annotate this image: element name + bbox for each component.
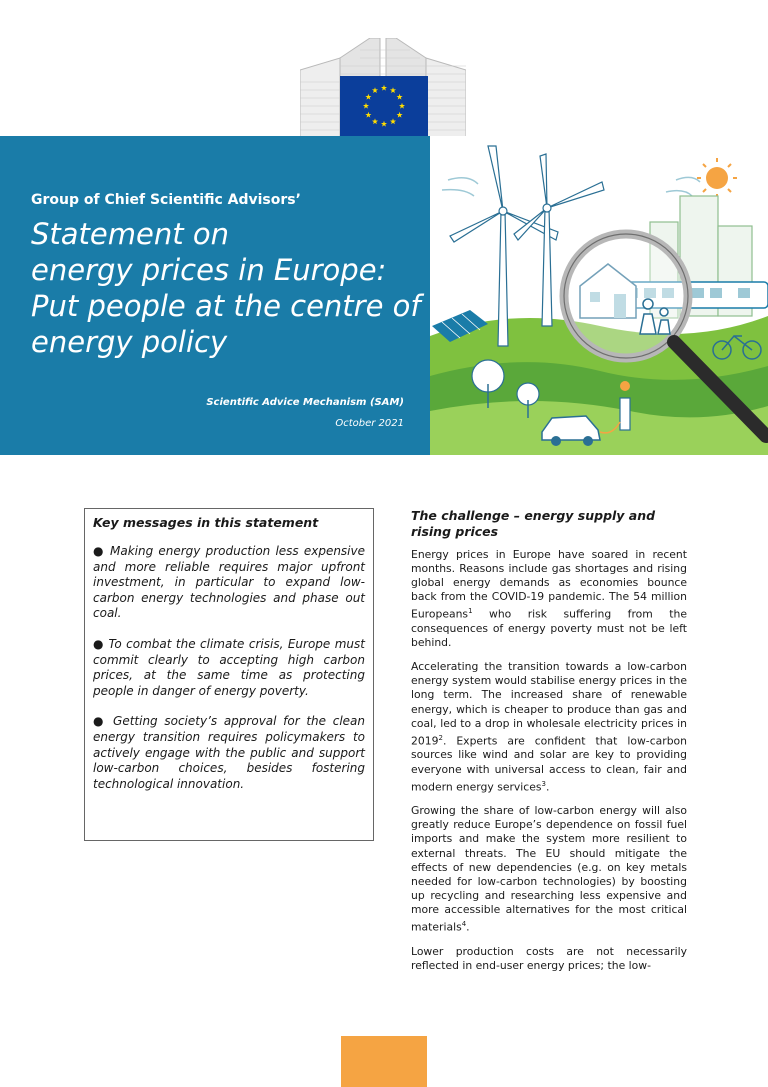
paragraph: Lower production costs are not necessarily reflected in end-user energy prices; the low- xyxy=(411,944,687,972)
key-messages-box xyxy=(84,508,374,841)
footnote-ref[interactable]: 4 xyxy=(461,920,467,929)
key-message-item: ● Making energy production less expensive and more reliable requires major upfront investment, in particular to expand low-carbon energy technologies and phase out coal. xyxy=(93,544,365,621)
footer-tab xyxy=(341,1036,427,1087)
paragraph: Growing the share of low-carbon energy will also greatly reduce Europe’s dependence on fossil fuel imports and make the system more resilient to external threats. The EU should mitigate the effects of new dependencies (e.g. on key metals needed for low-carbon technologies) by boosting up recycling and researching less expensive and more accessible alternatives for the most critical materials$^4$. xyxy=(411,804,687,934)
banner-date: October 2021 xyxy=(335,418,404,429)
key-messages-title: Key messages in this statement xyxy=(93,515,319,530)
banner-mechanism: Scientific Advice Mechanism (SAM) xyxy=(206,397,404,408)
section-heading: The challenge – energy supply and rising prices xyxy=(411,508,656,539)
footnote-ref[interactable]: 1 xyxy=(468,607,473,616)
body-text-column xyxy=(411,548,687,983)
footnote-ref[interactable]: 3 xyxy=(541,779,546,788)
key-message-item: ● To combat the climate crisis, Europe must commit clearly to accepting high carbon prices, at the same time as protecting people in danger of energy poverty. xyxy=(93,636,365,698)
paragraph: Accelerating the transition towards a low-carbon energy system would stabilise energy prices in the long term. The increased share of renewable energy, which is cheaper to produce than gas and coal, led to a drop in wholesale electricity prices in 2019$^2$. Experts are confident that low-carbon sources like wind and solar are key to providing everyone with universal access to clean, fair and modern energy services$^3$. xyxy=(411,660,687,794)
key-message-item: ● Getting society’s approval for the clean energy transition requires policymakers to actively engage with the public and support low-carbon choices, besides fostering technological innovation. xyxy=(93,714,365,791)
footnote-ref[interactable]: 2 xyxy=(438,733,443,742)
green-energy-illustration xyxy=(430,136,768,455)
paragraph: Energy prices in Europe have soared in recent months. Reasons include gas shortages and rising global energy demands as economies bounce back from the COVID-19 pandemic. The 54 million Europeans$^1$ who risk suffering from the consequences of energy poverty must not be left behind. xyxy=(411,548,687,650)
eu-flag-icon xyxy=(340,76,428,136)
banner-title: Statement on energy prices in Europe: Put people at the centre of energy policy xyxy=(31,217,421,359)
banner-group-name: Group of Chief Scientific Advisors’ xyxy=(31,192,301,208)
title-banner xyxy=(0,136,430,455)
